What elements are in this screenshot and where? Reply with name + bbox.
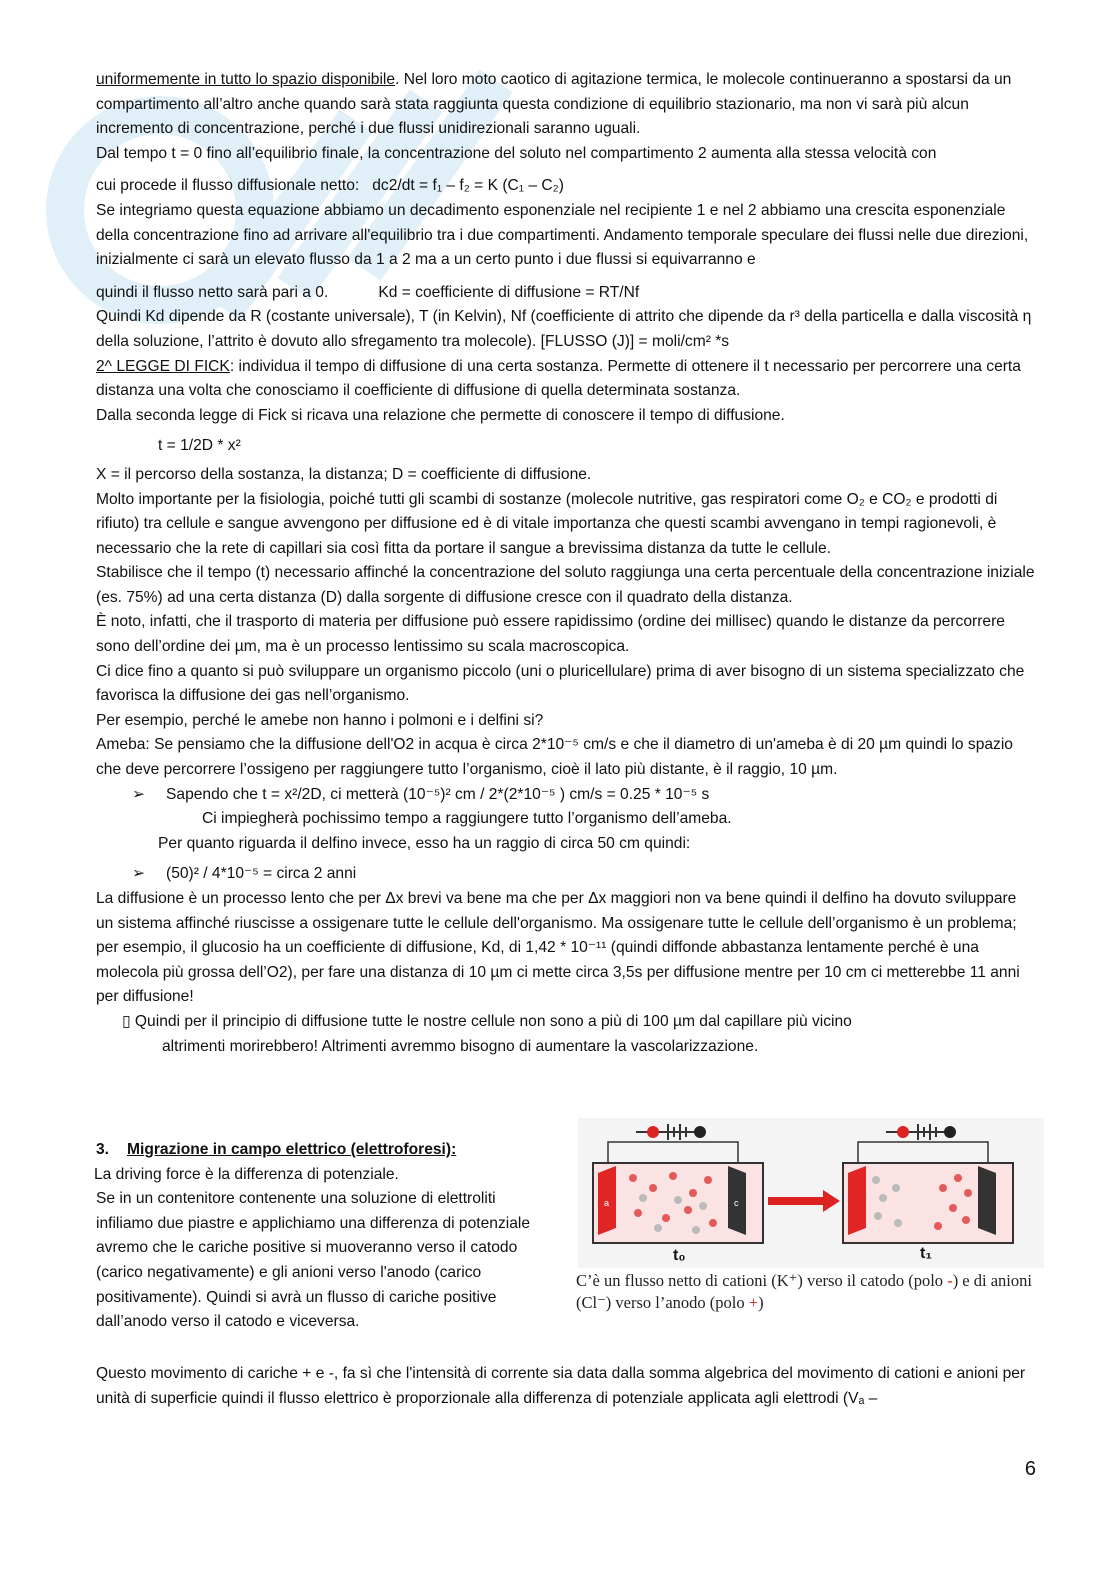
paragraph-1-text: . Nel loro moto caotico di agitazione termica, le molecole continueranno a spostarsi da un compartimento all’altro anche quando sarà stata raggiunta questa condizione di equilibrio stazionario, ma non vi sarà più alcun incremento di concentrazione, perché i due flussi unidirezionali saranno uguali.: [96, 71, 1012, 138]
formula-kd: Kd = coefficiente di diffusione = RT/Nf: [378, 283, 640, 301]
bullet-item-1: [96, 783, 1036, 808]
caption-part-1: C’è un flusso netto di cationi (K⁺) verso il catodo (polo: [576, 1271, 948, 1290]
positive-terminal-icon: [897, 1126, 909, 1138]
paragraph-10: X = il percorso della sostanza, la distanza; D = coefficiente di diffusione.: [96, 465, 592, 483]
paragraph-15: Per esempio, perché le amebe non hanno i polmoni e i delfini si?: [96, 711, 544, 729]
negative-terminal-icon: [944, 1126, 956, 1138]
paragraph-4: Se integriamo questa equazione abbiamo un decadimento esponenziale nel recipiente 1 e nel 2 abbiamo una crescita esponenziale della concentrazione fino ad arrivare all'equilibrio tra i due compartimenti. Andamento temporale speculare dei flussi nelle due direzioni, inizialmente ci sarà un elevato flusso da 1 a 2 ma a un certo punto i due flussi si equivarranno e: [96, 201, 1029, 269]
paragraph-3-text: cui procede il flusso diffusionale netto:: [96, 177, 360, 195]
section-3-heading: [96, 1138, 546, 1163]
page-number: 6: [1024, 1458, 1036, 1480]
negative-terminal-icon: [694, 1126, 706, 1138]
paragraph-2: Dal tempo t = 0 fino all’equilibrio finale, la concentrazione del soluto nel compartimento 2 aumenta alla stessa velocità con: [96, 144, 937, 162]
paragraph-5-text: quindi il flusso netto sarà pari a 0.: [96, 283, 329, 301]
formula-t: t = 1/2D * x²: [158, 437, 241, 455]
paragraph-5: [96, 281, 1036, 306]
arrow-bullet-icon: ➢: [132, 785, 146, 803]
paragraph-14: Ci dice fino a quanto si può sviluppare un organismo piccolo (uni o pluricellulare) prima di aver bisogno di un sistema specializzato che favorisca la diffusione dei gas nell’organismo.: [96, 662, 1025, 705]
caption-part-3: ): [758, 1293, 764, 1312]
paragraph-6: Quindi Kd dipende da R (costante universale), T (in Kelvin), Nf (coefficiente di attrito che dipende da r³ della particella e dalla viscosità η della soluzione, l’attrito è dovuto allo sfregamento tra molecole). [FLUSSO (J)] = moli/cm² *s: [96, 308, 1032, 350]
bullet-item-1-text: Sapendo che t = x²/2D, ci metterà (10⁻⁵)² cm / 2*(2*10⁻⁵ ) cm/s = 0.25 * 10⁻⁵ s: [166, 785, 710, 803]
positive-terminal-icon: [647, 1126, 659, 1138]
label-t0: t₀: [673, 1247, 686, 1264]
section-3-line1: La driving force è la differenza di potenziale.: [94, 1165, 399, 1183]
paragraph-18: Ci impiegherà pochissimo tempo a raggiungere tutto l’organismo dell’ameba.: [202, 810, 732, 828]
caption-minus: -: [947, 1271, 953, 1290]
bullet-item-2-text: (50)² / 4*10⁻⁵ = circa 2 anni: [166, 865, 357, 883]
cathode-label: c: [734, 1198, 739, 1208]
caption-part-2: ) e di anioni (Cl⁻) verso l’anodo (polo: [576, 1271, 1032, 1312]
formula-dc-dt: dc2/dt = f₁ – f₂ = K (C₁ – C₂): [372, 177, 564, 195]
section-number: 3.: [96, 1141, 110, 1158]
main-text: [96, 68, 1036, 1059]
paragraph-21: La diffusione è un processo lento che per Δx brevi va bene ma che per Δx maggiori non va bene quindi il delfino ha dovuto sviluppare un sistema affinché riuscisse a ossigenare tutte le cellule dell'organismo. Ma ossigenare tutte le cellule dell’organismo è un problema; per esempio, il glucosio ha un coefficiente di diffusione, Kd, di 1,42 * 10⁻¹¹ (quindi diffonde abbastanza lentamente perché è una molecola più grossa dell’O2), per fare una distanza di 10 µm ci mette circa 3,5s per diffusione mentre per 10 cm ci metterebbe 11 anni per diffusione!: [96, 890, 1020, 1006]
paragraph-1: [96, 68, 1036, 142]
bullet-item-2: [96, 862, 1036, 887]
section-3-body: Se in un contenitore contenente una soluzione di elettroliti infiliamo due piastre e applichiamo una differenza di potenziale avremo che le cariche positive si muoveranno verso il catodo (carico negativamente) e gli anioni verso l'anodo (carico positivamente). Quindi si avrà un flusso di cariche positive dall’anodo verso il catodo e viceversa.: [96, 1190, 531, 1331]
square-bullet-icon: ▯: [122, 1012, 135, 1030]
paragraph-16: Ameba: Se pensiamo che la diffusione dell'O2 in acqua è circa 2*10⁻⁵ cm/s e che il diametro di un'ameba è di 20 µm quindi lo spazio che deve percorrere l’ossigeno per raggiungere tutto l’organismo, cioè il lato più distante, è il raggio, 10 µm.: [96, 736, 1013, 779]
paragraph-22: [96, 1010, 1036, 1035]
paragraph-19: Per quanto riguarda il delfino invece, esso ha un raggio di circa 50 cm quindi:: [158, 834, 691, 852]
paragraph-22b: altrimenti morirebbero! Altrimenti avremmo bisogno di aumentare la vascolarizzazione.: [162, 1037, 759, 1055]
label-t1: t₁: [920, 1245, 932, 1262]
beaker-t1: [843, 1124, 1013, 1243]
caption-plus: +: [748, 1293, 759, 1312]
paragraph-7-text: : individua il tempo di diffusione di una certa sostanza. Permette di ottenere il t necessario per percorrere una certa distanza una volta che conosciamo il coefficiente di diffusione di quella determinata sostanza.: [96, 357, 1021, 400]
paragraph-7: [96, 355, 1036, 404]
paragraph-3: [96, 174, 1036, 199]
bottom-paragraph: Questo movimento di cariche + e -, fa sì che l'intensità di corrente sia data dalla somma algebrica del movimento di cationi e anioni per unità di superficie quindi il flusso elettrico è proporzionale alla differenza di potenziale applicata agli elettrodi (Vₐ –: [96, 1365, 1026, 1407]
paragraph-12: Stabilisce che il tempo (t) necessario affinché la concentrazione del soluto raggiunga una certa percentuale della concentrazione iniziale (es. 75%) ad una certa distanza (D) dalla sorgente di diffusione cresce con il quadrato della distanza.: [96, 564, 1035, 606]
anode-label: a: [604, 1198, 610, 1208]
underlined-phrase: uniformemente in tutto lo spazio disponibile: [96, 71, 396, 88]
paragraph-13: È noto, infatti, che il trasporto di materia per diffusione può essere rapidissimo (ordine dei millisec) quando le distanze da percorrere sono dell’ordine dei µm, ma è un processo lentissimo su scala macroscopica.: [96, 613, 1005, 656]
beaker-t0: [593, 1124, 763, 1243]
electrophoresis-figure: [578, 1118, 1044, 1268]
paragraph-11: Molto importante per la fisiologia, poiché tutti gli scambi di sostanze (molecole nutritive, gas respiratori come O₂ e CO₂ e prodotti di rifiuto) tra cellule e sangue avvengono per diffusione ed è di vitale importanza che questi scambi avvengano in tempi ragionevoli, è necessario che la rete di capillari sia così fitta da portare il sangue a brevissima distanza da tutte le cellule.: [96, 490, 998, 557]
paragraph-22-text: Quindi per il principio di diffusione tutte le nostre cellule non sono a più di 100 µm dal capillare più vicino: [134, 1012, 852, 1030]
fick-law-heading: 2^ LEGGE DI FICK: [96, 357, 230, 375]
section-title: Migrazione in campo elettrico (elettroforesi):: [127, 1141, 457, 1158]
figure-caption: [576, 1270, 1046, 1314]
arrow-bullet-icon: ➢: [132, 865, 146, 883]
paragraph-8: Dalla seconda legge di Fick si ricava una relazione che permette di conoscere il tempo di diffusione.: [96, 406, 785, 424]
section-3: [96, 1138, 546, 1335]
